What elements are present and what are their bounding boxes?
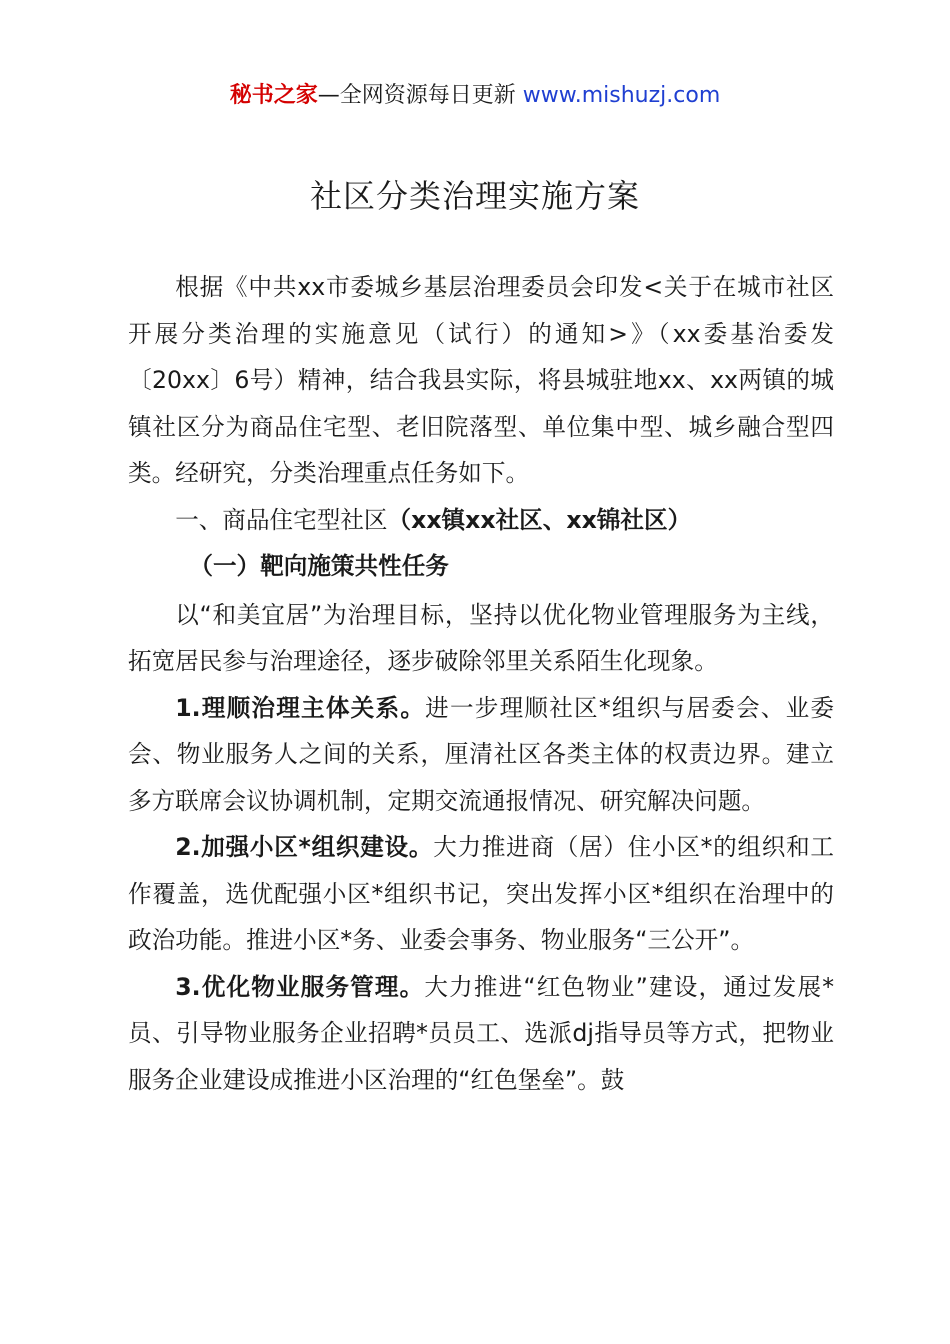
goal-paragraph: 以“和美宜居”为治理目标，坚持以优化物业管理服务为主线，拓宽居民参与治理途径，逐步破除邻里关系陌生化现象。: [128, 600, 834, 675]
task-item-2-heading: 2.加强小区*组织建设。: [175, 833, 434, 861]
task-item-1-heading: 1.理顺治理主体关系。: [175, 693, 426, 722]
section-heading-label: 一、商品住宅型社区: [175, 505, 388, 534]
section-heading-scope: （xx镇xx社区、xx锦社区）: [387, 505, 692, 534]
task-item-2: [128, 824, 834, 964]
site-brand[interactable]: 秘书之家: [229, 83, 318, 108]
intro-paragraph: 根据《中共xx市委城乡基层治理委员会印发<关于在城市社区开展分类治理的实施意见（试行）的通知>》（xx委基治委发〔20xx〕6号）精神，结合我县实际，将县城驻地xx、xx两镇的城镇社区分为商品住宅型、老旧院落型、单位集中型、城乡融合型四类。经研究，分类治理重点任务如下。: [128, 273, 834, 487]
task-item-1-text: 进一步理顺社区*组织与居委会、业委会、物业服务人之间的关系，厘清社区各类主体的权责边界。建立多方联席会议协调机制，定期交流通报情况、研究解决问题。: [128, 693, 834, 815]
task-item-3-heading: 3.优化物业服务管理。: [175, 972, 425, 1001]
site-tagline: —全网资源每日更新: [317, 83, 516, 108]
document-body: [128, 264, 834, 1103]
task-item-3: [128, 964, 834, 1104]
task-item-2-text: 大力推进商（居）住小区*的组织和工作覆盖，选优配强小区*组织书记，突出发挥小区*组织在治理中的政治功能。推进小区*务、业委会事务、物业服务“三公开”。: [128, 833, 835, 954]
subsection-heading-1: （一）靶向施策共性任务: [189, 552, 449, 580]
section-heading-1: [128, 497, 834, 544]
site-header: [0, 80, 950, 112]
task-item-3-text: 大力推进“红色物业”建设，通过发展*员、引导物业服务企业招聘*员员工、选派dj指导员等方式，把物业服务企业建设成推进小区治理的“红色堡垒”。鼓: [128, 972, 834, 1094]
document-title: 社区分类治理实施方案: [309, 177, 640, 215]
site-url-link[interactable]: www.mishuzj.com: [522, 83, 721, 108]
task-item-1: [128, 685, 834, 825]
